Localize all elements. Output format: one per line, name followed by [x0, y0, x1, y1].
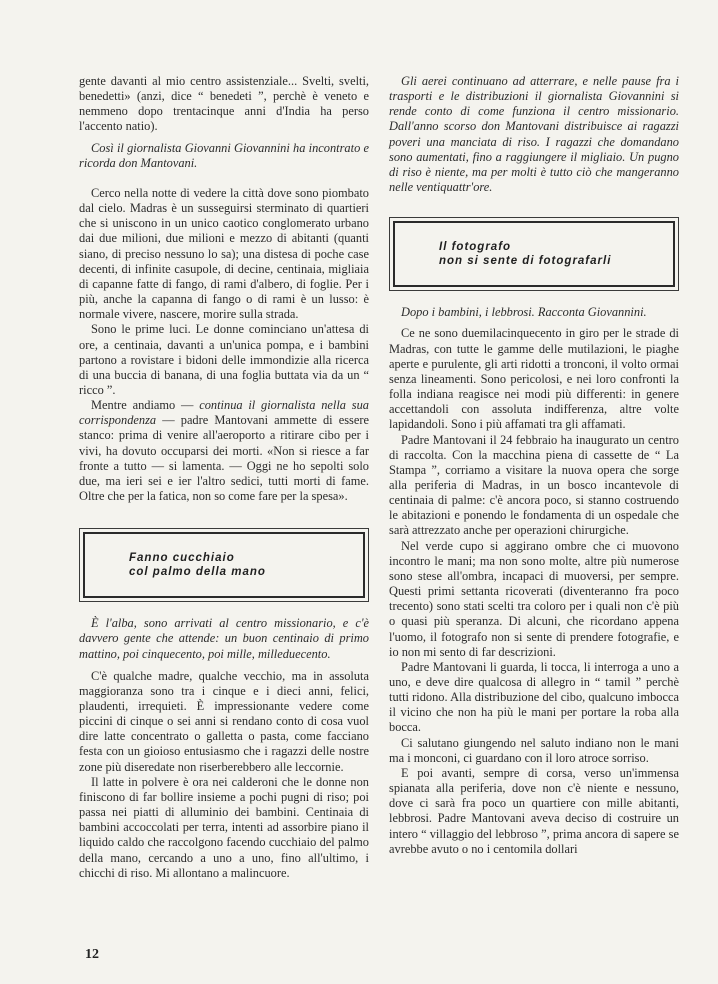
paragraph: Sono le prime luci. Le donne cominciano un'attesa di ore, a centinaia, davanti a un'unica pompa, e i bambini partono a rovistare i bidoni delle immondizie alla ricerca di una buccia di banana, di una foglia buttata via da un “ ricco ”.	[79, 322, 369, 397]
paragraph: Cerco nella notte di vedere la città dove sono piombato dal cielo. Madras è un susseguirsi sterminato di quartieri che si uniscono in un unico caotico conglomerato urbano dai due milioni, due milioni e mezzo di abitanti (quanti siano, di preciso nessuno lo sa); una distesa di poche case decenti, di infinite casupole, di decine, centinaia, migliaia di capanne fatte di fango, di rami d'albero, di foglie. Per i più, anche la capanna di fango o di rami è un lusso: è normale vivere, nascere, morire sulla strada.	[79, 185, 369, 322]
subheading-line: Il fotografo	[439, 241, 512, 254]
subheading-box	[79, 528, 369, 602]
paragraph: C'è qualche madre, qualche vecchio, ma in assoluta maggioranza sono tra i cinque e i dieci anni, felici, plaudenti, irrequieti. È impressionante vedere come piccini di cinque o sei anni si rendano conto di cosa vuol dire latte concentrato o galletta o pasta, come facciano festa con un gioioso entusiasmo che i ragazzi delle nostre zone più diseredate non riserberebbero alle leccornie.	[79, 668, 369, 774]
subheading-box-inner	[393, 221, 675, 287]
subheading-line: Fanno cucchiaio	[129, 552, 235, 565]
italic-span: continua il giornalista nella sua corrispondenza	[79, 398, 370, 428]
paragraph: Ci salutano giungendo nel saluto indiano non le mani ma i monconi, ci guardano con il loro atroce sorriso.	[389, 735, 679, 765]
subheading-box-inner	[83, 532, 365, 598]
subheading-line: col palmo della mano	[129, 566, 266, 579]
subheading-line: non si sente di fotografarli	[439, 255, 612, 268]
subheading-box	[389, 217, 679, 291]
italic-intro: È l'alba, sono arrivati al centro missionario, e c'è davvero gente che attende: un buon centinaio di primo mattino, poi cinquecento, poi mille, milleduecento.	[79, 616, 369, 661]
italic-intro: Gli aerei continuano ad atterrare, e nelle pause fra i trasporti e le distribuzioni il giornalista Giovannini si rende conto di come funziona il centro missionario. Dall'anno scorso don Mantovani distribuisce ai ragazzi poveri una manciata di riso. I ragazzi che domandano sono aumentati, fino a raggiungere il migliaio. Un pugno di riso è niente, ma per molti è tutto ciò che mangeranno nelle ventiquattr'ore.	[389, 74, 679, 195]
page-number: 12	[85, 947, 99, 962]
italic-intro: Così il giornalista Giovanni Giovannini ha incontrato e ricorda don Mantovani.	[79, 140, 369, 170]
paragraph: Padre Mantovani li guarda, li tocca, li interroga a uno a uno, e deve dire qualcosa di allegro in “ tamil ” perchè tutti ridono. Alla distribuzione del cibo, qualcuno imbocca il vicino che non ha più le mani per portare la roba alla bocca.	[389, 659, 679, 735]
paragraph: Ce ne sono duemilacinquecento in giro per le strade di Madras, con tutte le gamme delle mutilazioni, le piaghe aperte e purulente, gli arti ridotti a tronconi, il volto ormai senza lineamenti. Sono pericolosi, e nei loro confronti la folla indiana reagisce nei modi più differenti: in genere accettandoli con assoluta indifferenza, altre volte lapidandoli. Sono i più affamati tra gli affamati.	[389, 326, 679, 432]
right-column	[389, 74, 679, 857]
paragraph: gente davanti al mio centro assistenziale... Svelti, svelti, benedetti» (anzi, dice “ benedeti ”, perchè è veneto e nemmeno dopo trentacinque anni d'India ha perso l'accento natio).	[79, 74, 369, 134]
paragraph: Il latte in polvere è ora nei calderoni che le donne non finiscono di far bollire insieme a pochi pugni di riso; poi passa nei piatti di alluminio dei bambini. Centinaia di bambini accoccolati per terra, intenti ad assorbire piano il liquido caldo che raccolgono facendo cucchiaio del palmo della mano, cercando a uno a uno, fino all'ultimo, i chicchi di riso. Mi allontano a malincuore.	[79, 774, 369, 880]
paragraph: Padre Mantovani il 24 febbraio ha inaugurato un centro di raccolta. Con la macchina piena di cassette de “ La Stampa ”, corriamo a visitare la nuova opera che sorge alla periferia di Madras, in un bosco incantevole di centinaia di palme: c'è ancora poco, si stanno costruendo le abitazioni e ponendo le fondamenta di un ospedale che sarà attrezzato anche per operazioni chirurgiche.	[389, 432, 679, 538]
paragraph: Nel verde cupo si aggirano ombre che ci muovono incontro le mani; ma non sono molte, altre più numerose sono stese all'ombra, incapaci di muoversi, per sempre. Questi primi settanta ricoverati (diventeranno fra poco trecento) sono stati scelti tra coloro per i quali non c'è più o quasi più speranza. Di alcuni, che ricordano appena l'uomo, il fotografo non si sente di prendere fotografie, e io non mi sento di far descrizioni.	[389, 538, 679, 659]
text-span: — padre Mantovani ammette di essere stanco: prima di venire all'aeroporto a ritirare cibo per i vivi, ha dovuto occuparsi dei morti. «Non si riesce a far fronte a tutto — si lamenta. — Oggi ne ho sepolti solo due, ma ieri sei e ier l'altro sedici, tutti morti di fame. Oltre che per la fatica, non so come fare per la spesa».	[79, 413, 369, 504]
italic-intro: Dopo i bambini, i lebbrosi. Racconta Giovannini.	[401, 305, 647, 320]
paragraph: E poi avanti, sempre di corsa, verso un'immensa spianata alla periferia, dove non c'è niente e nessuno, dove ci sarà fra poco un quartiere con mille abitanti, lebbrosi. Padre Mantovani aveva deciso di costruire un intero “ villaggio del lebbroso ”, prima ancora di sapere se avrebbe avuto o no i centomila dollari	[389, 765, 679, 856]
text-span: Mentre andiamo —	[91, 398, 200, 413]
paragraph	[79, 398, 369, 504]
left-column	[79, 74, 369, 881]
